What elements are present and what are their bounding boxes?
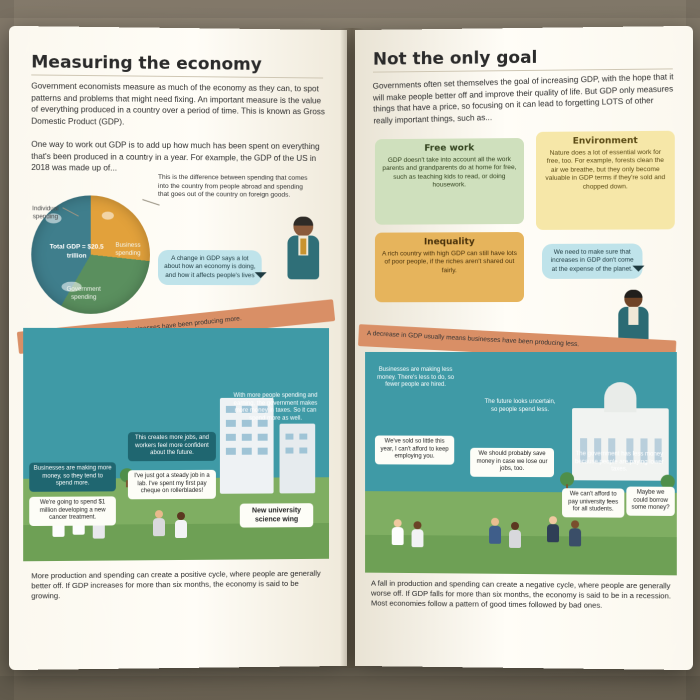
strip-bubble-cancer-research: We're going to spend $1 million developing a new cancer treatment. — [29, 496, 116, 525]
box-free-work-heading: Free work — [424, 143, 475, 154]
right-page — [355, 26, 693, 670]
background-streak — [0, 676, 700, 700]
right-intro-paragraph: Governments often set themselves the goal of increasing GDP, with the hope that it will make people better off and improve their quality of life. But GDP only measures things that have a price, so focusing on it can lead to forgetting LOTS of other really important things, such as... — [372, 72, 674, 125]
worker-figure — [152, 510, 168, 540]
pie-slice-label-individual: Individual spending — [32, 205, 59, 221]
shopper-figure — [508, 522, 524, 552]
page-title-right: Not the only goal — [372, 47, 538, 70]
left-second-paragraph: One way to work out GDP is to add up how much has been spent on everything that's been produced in a country in a year. For example, the GDP of the US in 2018 was made up of... — [31, 139, 320, 173]
box-free-work — [375, 138, 524, 225]
strip-note-government-down: The government has less money because people are paying lower taxes. — [575, 451, 664, 473]
box-inequality — [375, 232, 524, 302]
left-bottom-caption: More production and spending can create a positive cycle, where people are generally better off. If GDP increases for more than six months, the economy is said to be growing. — [31, 568, 321, 601]
left-page — [9, 26, 347, 670]
left-intro-paragraph: Government economists measure as much of the economy as they can, to spot patterns and problems that might need fixing. An important measure is the value of everything produced in a country over a period of time. This is known as Gross Domestic Product (GDP). — [31, 81, 325, 127]
official-figure — [568, 520, 584, 552]
strip-bubble-new-job: I've just got a steady job in a lab. I've spent my first pay cheque on rollerblades! — [128, 470, 216, 499]
employee-figure — [391, 519, 407, 549]
imports-exports-callout: This is the difference between spending that comes into the country from people abroad and spending that goes out of the country on foreign goods. — [157, 173, 308, 199]
box-environment-text: Nature does a lot of essential work for free, too. For example, forests clean the air we breathe, but they only become valuable in GDP terms if they're sold and chopped down. — [545, 148, 666, 191]
gdp-speech-bubble: A change in GDP says a lot about how an economy is doing, and how it affects people's lives — [158, 250, 262, 286]
strip-note-businesses-up: Businesses are making more money, so they tend to spend more. — [29, 462, 116, 491]
strip-note-taxes-up: With more people spending and earning, the government makes more money in taxes. So it can spend more as well. — [233, 392, 318, 422]
box-free-work-text: GDP doesn't take into account all the work parents and grandparents do at home for free, such as teaching kids to read, or doing housework. — [382, 155, 517, 189]
strip-note-businesses-down: Businesses are making less money. There's less to do, so fewer people are hired. — [377, 366, 455, 389]
negative-cycle-strip — [365, 352, 677, 575]
page-title-left: Measuring the economy — [31, 52, 262, 75]
building-sign: New university science wing — [240, 503, 313, 527]
pie-slice-label-business: Business spending — [115, 241, 141, 257]
box-inequality-heading: Inequality — [423, 237, 475, 248]
title-rule — [31, 74, 323, 78]
callout-leader-line — [142, 199, 159, 206]
open-book — [10, 28, 692, 668]
right-bottom-caption: A fall in production and spending can create a negative cycle, where people are generally worse off. If GDP falls for more than six months, the economy is said to be in a recession. Most economies follow a pattern of good times followed by bad ones. — [370, 578, 671, 610]
strip-note-uncertain-future: The future looks uncertain, so people spend less. — [484, 398, 556, 413]
worker-figure — [174, 512, 190, 542]
strip-note-jobs-up: This creates more jobs, and workers feel more confident about the future. — [128, 432, 216, 461]
planet-speech-bubble: We need to make sure that increases in GDP don't come at the expense of the planet. — [542, 244, 642, 280]
strip-bubble-cant-employ: We've sold so little this year, I can't afford to keep employing you. — [375, 435, 454, 464]
box-environment — [536, 131, 675, 230]
box-environment-heading: Environment — [572, 136, 638, 147]
strip-bubble-university-fees: We can't afford to pay university fees for all students. — [562, 488, 624, 517]
official-figure — [546, 516, 562, 550]
strip-bubble-save-money: We should probably save money in case we lose our jobs, too. — [470, 448, 554, 477]
positive-cycle-strip — [23, 328, 329, 561]
background-streak — [0, 0, 700, 18]
box-inequality-text: A rich country with high GDP can still have lots of poor people, if the riches aren't shared out fairly. — [381, 249, 517, 275]
pie-slice-label-government: Government spending — [66, 285, 101, 301]
pie-center-label: Total GDP = $20.5 trillion — [49, 243, 104, 260]
strip-bubble-borrow-money: Maybe we could borrow some money? — [626, 487, 674, 516]
shopper-figure — [488, 518, 504, 550]
employee-figure — [411, 521, 427, 551]
economist-illustration — [282, 217, 326, 307]
gdp-decrease-arrow-label: A decrease in GDP usually means businesses have been producing less. — [366, 330, 580, 349]
